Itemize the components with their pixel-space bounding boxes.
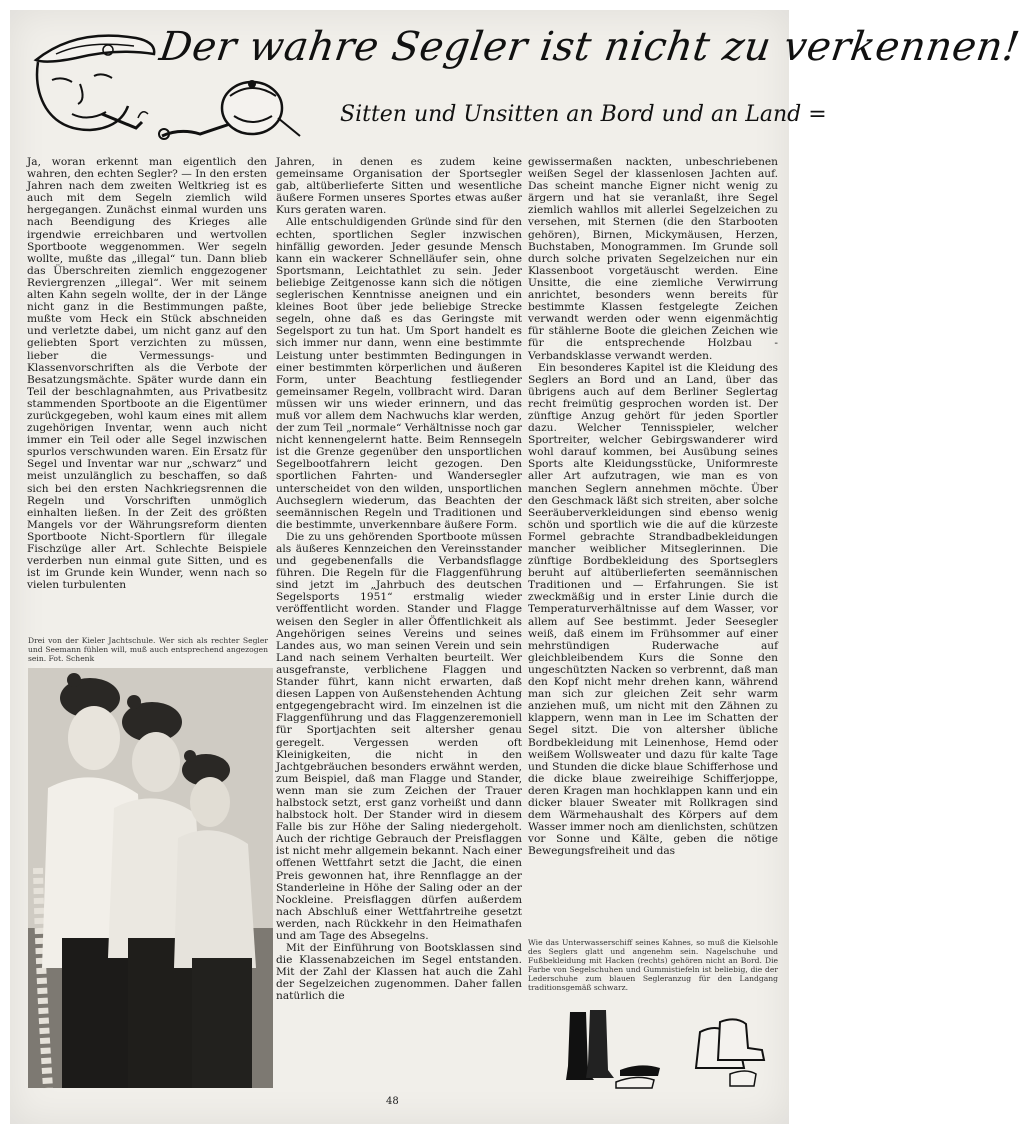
sailor-caricature-icon xyxy=(16,18,176,158)
paragraph: Ja, woran erkennt man eigentlich den wahren, den echten Segler? — In den ersten Jahren nach dem zweiten Weltkrieg ist es auch mit dem Segeln ziemlich wild hergegangen. Zunächst einmal wurden uns nach Beendigung des Krieges alle irgendwie erreichbaren und wertvollen Sportboote weggenommen. Wer segeln wollte, mußte das „illegal“ tun. Dann blieb das Überschreiten ziemlich enggezogener Reviergrenzen „illegal“. Wer mit seinem alten Kahn segeln wollte, der in der Länge nicht ganz in die Bestimmungen paßte, mußte vom Heck ein Stück abschneiden und verletzte dabei, um nicht ganz auf den geliebten Sport verzichten zu müssen, lieber die Vermessungs- und Klassenvorschriften als die Verbote der Besatzungsmächte. Später wurde dann ein Teil der beschlagnahmten, aus Privatbesitz stammenden Sportboote an die Eigentümer zurückgegeben, wohl kaum eines mit allem zugehörigen Inventar, wenn auch nicht immer ein Teil oder alle Segel inzwischen spurlos verschwunden waren. Ein Ersatz für Segel und Inventar war nur „schwarz“ und meist unzulänglich zu beschaffen, so daß sich bei den ersten Nachkriegsrennen die Regeln und Vorschriften unmöglich einhalten ließen. In der Zeit des größten Mangels vor der Währungsreform dienten Sportboote Nicht-Sportlern für illegale Fischzüge aller Art. Schlechte Beispiele verderben nun einmal gute Sitten, und es ist im Grunde kein Wunder, wenn nach so vielen turbulenten xyxy=(27,156,267,592)
paragraph: Mit der Einführung von Bootsklassen sind die Klassenabzeichen im Segel entstanden. Mit der Zahl der Klassen hat auch die Zahl der Segelzeichen zugenommen. Daher fallen natürlich die xyxy=(276,942,522,1003)
footwear-illustration-icon xyxy=(550,1002,770,1092)
article-column-1 xyxy=(27,156,267,591)
three-sailors-image xyxy=(28,668,273,1088)
paragraph: Ein besonderes Kapitel ist die Kleidung des Seglers an Bord und an Land, über das übrigens auch auf dem Berliner Seglertag recht freimütig gesprochen worden ist. Der zünftige Anzug gehört für jeden Sportler dazu. Welcher Tennisspieler, welcher Sportreiter, welcher Gebirgswanderer wird wohl darauf kommen, bei Ausübung seines Sports alte Kleidungsstücke, Uniformreste aller Art aufzutragen, wie man es von manchen Seglern annehmen möchte. Über den Geschmack läßt sich streiten, aber solche Seeräuberverkleidungen sind ebenso wenig schön und sportlich wie die auf die kürzeste Formel gebrachte Strandbadbekleidungen mancher weiblicher Mitseglerinnen. Die zünftige Bordbekleidung des Sportseglers beruht auf altüberlieferten seemännischen Traditionen und — Erfahrungen. Sie ist zweckmäßig und in erster Linie durch die Temperaturverhältnisse auf dem Wasser, vor allem auf See bestimmt. Jeder Seesegler weiß, daß einem im Frühsommer auf einer mehrstündigen Ruderwache auf gleichbleibendem Kurs die Sonne den ungeschützten Nacken so verbrennt, daß man den Kopf nicht mehr drehen kann, während man sich zur gleichen Zeit sehr warm anziehen muß, um nicht mit den Zähnen zu klappern, wenn man in Lee im Schatten der Segel sitzt. Die von altersher übliche Bordbekleidung mit Leinenhose, Hemd oder weißem Wollsweater und dazu für kalte Tage und Stunden die dicke blaue Schifferhose und die dicke blaue zweireihige Schifferjoppe, deren Kragen man hochklappen kann und ein dicker blauer Sweater mit Rollkragen sind dem Wärmehaushalt des Körpers auf dem Wasser immer noch am dienlichsten, schützen vor Sonne und Kälte, geben die nötige Bewegungsfreiheit und das xyxy=(528,361,778,858)
paragraph: Jahren, in denen es zudem keine gemeinsame Organisation der Sportsegler gab, altüberlieferte Sitten und wesentliche äußere Formen unseres Sportes etwas außer Kurs geraten waren. xyxy=(276,156,522,217)
paragraph: gewissermaßen nackten, unbeschriebenen weißen Segel der klassenlosen Jachten auf. Das scheint manche Eigner nicht wenig zu ärgern und hat sie veranlaßt, ihre Segel ziemlich wahllos mit allerlei Segelzeichen zu versehen, mit Sternen (die den Starbooten gehören), Birnen, Mickymäusen, Herzen, Buchstaben, Monogrammen. Im Grunde soll durch solche privaten Segelzeichen nur ein Klassenboot vorgetäuscht werden. Eine Unsitte, die eine ziemliche Verwirrung anrichtet, besonders wenn bereits für bestimmte Klassen festgelegte Zeichen verwandt werden oder wenn eigenmächtig für stählerne Boote die gleichen Zeichen wie für die entsprechende Holzbau - Verbandsklasse verwandt werden. xyxy=(528,156,778,362)
page-subtitle: Sitten und Unsitten an Bord und an Land = xyxy=(340,102,827,127)
magazine-page xyxy=(10,10,1023,1124)
page-title: Der wahre Segler ist nicht zu verkennen! xyxy=(156,24,1023,70)
pipe-figure-icon xyxy=(160,76,310,156)
header xyxy=(10,10,1023,160)
paragraph: Alle entschuldigenden Gründe sind für den echten, sportlichen Segler inzwischen hinfällig geworden. Jeder gesunde Mensch kann ein wackerer Schnelläufer sein, ohne Sportsmann, Leichtathlet zu sein. Jeder beliebige Zeitgenosse kann sich die nötigen seglerischen Kenntnisse aneignen und ein kleines Boot über jede beliebige Strecke segeln, ohne daß es das Geringste mit Segelsport zu tun hat. Um Sport handelt es sich immer nur dann, wenn eine bestimmte Leistung unter bestimmten Bedingungen in einer bestimmten körperlichen und äußeren Form, unter Beachtung festliegender gemeinsamer Regeln, vollbracht wird. Daran müssen wir uns wieder erinnern, und das muß vor allem dem Nachwuchs klar werden, der zum Teil „normale“ Verhältnisse noch gar nicht kennengelernt hatte. Beim Rennsegeln ist die Grenze gegenüber den unsportlichen Segelbootfahrern leicht gezogen. Den sportlichen Fahrten- und Wandersegler unterscheidet von den wilden, unsportlichen Auchseglern wiederum, das Beachten der seemännischen Regeln und Traditionen und die bestimmte, unverkennbare äußere Form. xyxy=(276,216,522,531)
boots-caption: Wie das Unterwasserschiff seines Kahnes, so muß die Kielsohle des Seglers glatt und angenehm sein. Nagelschuhe und Fußbekleidung mit Hacken (rechts) gehören nicht an Bord. Die Farbe von Segelschuhen und Gummistiefeln ist beliebig, die der Lederschuhe zum blauen Segleranzug für den Landgang traditionsgemäß schwarz. xyxy=(528,938,778,992)
photo-caption: Drei von der Kieler Jachtschule. Wer sich als rechter Segler und Seemann fühlen will, muß auch entsprechend angezogen sein. Fot. Schenk xyxy=(28,636,268,663)
paragraph: Die zu uns gehörenden Sportboote müssen als äußeres Kennzeichen den Vereinsstander und gegebenenfalls die Verbandsflagge führen. Die Regeln für die Flaggenführung sind jetzt im „Jahrbuch des deutschen Segelsports 1951“ erstmalig wieder veröffentlicht worden. Stander und Flagge weisen den Segler in aller Öffentlichkeit als Angehörigen seines Vereins und seines Landes aus, wo man seinen Verein und sein Land nach seinem Verhalten beurteilt. Wer ausgefranste, verblichene Flaggen und Stander führt, kann nicht erwarten, daß diesen Lappen von Außenstehenden Achtung entgegengebracht wird. Im einzelnen ist die Flaggenführung und das Flaggenzeremoniell für Sportjachten seit altersher genau geregelt. Vergessen werden oft Kleinigkeiten, die nicht in den Jachtgebräuchen besonders erwähnt werden, zum Beispiel, daß man Flagge und Stander, wenn man sie zum Zeichen der Trauer halbstock setzt, erst ganz vorheißt und dann halbstock holt. Der Stander wird in diesem Falle bis zur Höhe der Saling niedergeholt. Auch der richtige Gebrauch der Preisflaggen ist nicht mehr allgemein bekannt. Nach einer offenen Wettfahrt setzt die Jacht, die einen Preis gewonnen hat, ihre Rennflagge an der Standerleine in Höhe der Saling oder an der Nockleine. Preisflaggen dürfen außerdem nach Abschluß einer Wettfahrtreihe gesetzt werden, nach Rückkehr in den Heimathafen und am Tage des Absegelns. xyxy=(276,530,522,942)
page-number: 48 xyxy=(386,1096,399,1107)
article-column-3 xyxy=(528,156,778,857)
article-column-2 xyxy=(276,156,522,1003)
sailors-photo xyxy=(28,668,273,1088)
